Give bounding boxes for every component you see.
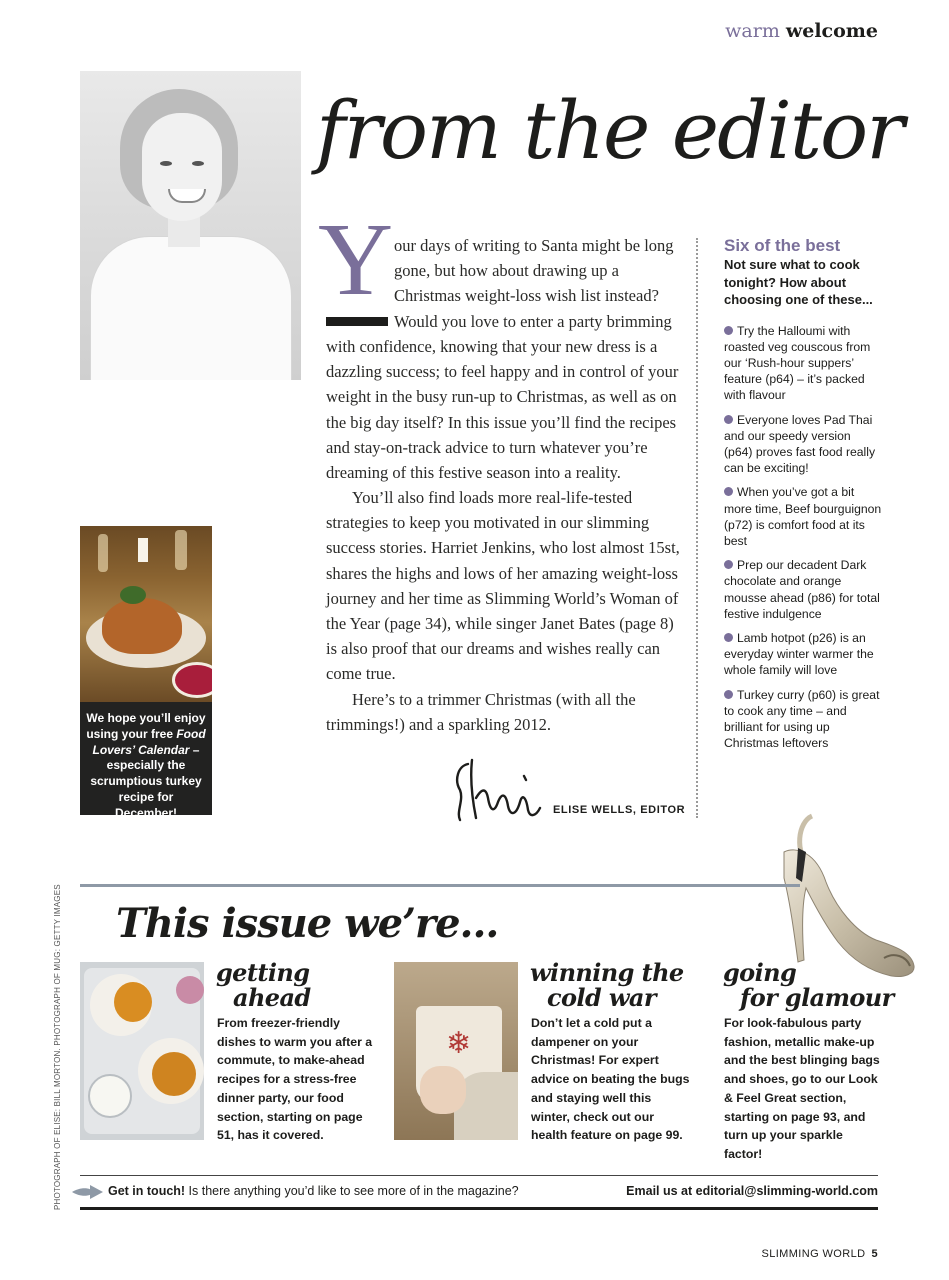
arrow-icon (70, 1183, 104, 1201)
editor-signoff: ELISE WELLS, EDITOR (553, 804, 686, 816)
magazine-name: SLIMMING WORLD (761, 1248, 866, 1260)
photo-credit: PHOTOGRAPH OF ELISE: BILL MORTON. PHOTOGRAPH OF MUG: GETTY IMAGES (53, 884, 62, 1210)
feature-text-getting-ahead: From freezer-friendly dishes to warm you after a commute, to make-ahead recipes for a stress-free dinner party, our food section, starting on page 51, has it covered. (217, 1016, 373, 1143)
sidebar-item-halloumi: Try the Halloumi with roasted veg couscous from our ‘Rush-hour suppers’ feature (p64) – it’s packed with flavour (724, 323, 871, 403)
kicker-word-warm: warm (725, 20, 780, 42)
sidebar-intro: Not sure what to cook tonight? How about choosing one of these... (724, 257, 873, 307)
feature-text-glamour: For look-fabulous party fashion, metallic make-up and the best blinging bags and shoes, go to our Look & Feel Great section, starting on page 93, and turn up your sparkle factor! (724, 1016, 880, 1161)
curry-bowls-photo (80, 962, 204, 1140)
letter-paragraph-1-continued: with confidence, knowing that your new dress is a dazzling success; to feel happy and in control of your weight in the busy run-up to Christmas, as well as on the big day itself? In this issue you’ll find the recipes and stay-on-track advice to turn whatever you’re dreaming of this festive season into a reality. (326, 337, 679, 483)
drop-cap-bar (326, 317, 388, 326)
bullet-icon (724, 415, 733, 424)
this-issue-heading: This issue we’re... (116, 900, 499, 947)
feature-title-cold-war: winning the cold war (530, 958, 684, 1012)
contact-rule-top (80, 1175, 878, 1176)
page-folio (761, 1248, 878, 1260)
contact-question: Is there anything you’d like to see more of in the magazine? (185, 1184, 519, 1198)
dotted-divider (696, 238, 698, 818)
editor-portrait-photo (80, 71, 301, 380)
bullet-icon (724, 560, 733, 569)
contact-email[interactable]: Email us at editorial@slimming-world.com (626, 1184, 878, 1198)
christmas-dinner-photo (80, 526, 212, 702)
bullet-icon (724, 690, 733, 699)
contact-prompt (108, 1184, 519, 1198)
letter-paragraph-1-opening: our days of writing to Santa might be long gone, but how about drawing up a Christmas weight-loss wish list instead? Would you love to enter a party brimming (394, 236, 674, 331)
sidebar-item-beef-bourguignon: When you’ve got a bit more time, Beef bourguignon (p72) is comfort food at its best (724, 485, 882, 548)
bullet-icon (724, 487, 733, 496)
letter-paragraph-3: Here’s to a trimmer Christmas (with all the trimmings!) and a sparkling 2012. (326, 690, 636, 735)
section-rule (80, 884, 800, 887)
bullet-icon (724, 633, 733, 642)
editor-signature (450, 758, 550, 826)
sidebar-item-pad-thai: Everyone loves Pad Thai and our speedy version (p64) proves fast food really can be exciting! (724, 412, 876, 476)
sidebar-item-turkey-curry: Turkey curry (p60) is great to cook any time – and brilliant for using up Christmas leftovers (724, 687, 880, 751)
six-of-the-best-sidebar (724, 236, 882, 759)
contact-lead: Get in touch! (108, 1184, 186, 1198)
calendar-promo-box: We hope you’ll enjoy using your free Food Lovers’ Calendar – especially the scrumptious turkey recipe for December! (80, 702, 212, 815)
letter-paragraph-2: You’ll also find loads more real-life-tested strategies to keep you motivated in our slimming success stories. Harriet Jenkins, who lost almost 15st, shares the highs and lows of her amazing weight-loss journey and her time as Slimming World’s Woman of the Year (page 34), while singer Janet Bates (page 8) is also proof that our dreams and wishes really can come true. (326, 488, 680, 684)
feature-title-getting-ahead: getting ahead (216, 958, 311, 1012)
kicker-word-welcome: welcome (785, 20, 878, 42)
page-title: from the editor (316, 84, 903, 177)
sidebar-item-lamb-hotpot: Lamb hotpot (p26) is an everyday winter warmer the whole family will love (724, 630, 874, 678)
section-kicker (725, 20, 878, 42)
silver-shoe-photo (776, 812, 921, 982)
sidebar-item-chocolate-mousse: Prep our decadent Dark chocolate and orange mousse ahead (p86) for total festive indulgence (724, 558, 880, 621)
bullet-icon (724, 326, 733, 335)
contact-rule-bottom (80, 1207, 878, 1210)
feature-text-cold-war: Don’t let a cold put a dampener on your Christmas! For expert advice on beating the bugs and staying well this winter, check out our health feature on page 99. (531, 1016, 690, 1143)
hot-drink-mug-photo: ❄ (394, 962, 518, 1140)
feature-title-glamour: going for glamour (723, 958, 894, 1012)
sidebar-title: Six of the best (724, 236, 841, 255)
drop-cap: Y (318, 202, 394, 317)
page-number: 5 (871, 1248, 878, 1260)
